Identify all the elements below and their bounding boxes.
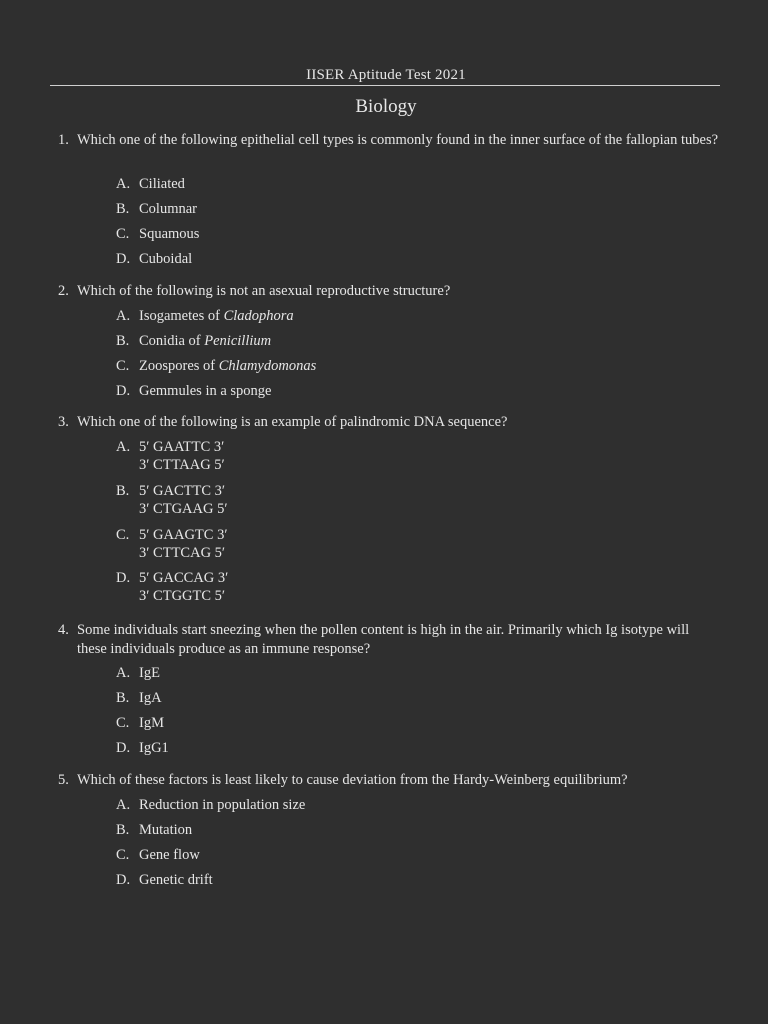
option-label: A.: [116, 176, 131, 192]
option-label: D.: [116, 872, 131, 888]
sequence-bottom-strand: 3′ CTTAAG 5′: [139, 457, 225, 473]
option-label: D.: [116, 570, 131, 586]
question-3-option-b: [116, 482, 676, 518]
question-5-option-a: [116, 796, 676, 814]
question-3-option-a: [116, 438, 676, 474]
question-3-option-c: [116, 526, 676, 562]
sequence-bottom-strand: 3′ CTGAAG 5′: [139, 501, 228, 517]
option-text: Reduction in population size: [139, 797, 306, 813]
question-number: 3.: [58, 414, 69, 430]
option-label: D.: [116, 251, 131, 267]
sequence-top-strand: 5′ GAATTC 3′: [139, 439, 225, 455]
option-text: [139, 307, 676, 325]
sequence-top-strand: 5′ GACTTC 3′: [139, 483, 226, 499]
question-4-option-d: [116, 739, 676, 757]
page-header-title: IISER Aptitude Test 2021: [306, 67, 466, 83]
option-text: IgE: [139, 665, 160, 681]
option-text: Squamous: [139, 226, 200, 242]
question-text: Which of these factors is least likely to cause deviation from the Hardy-Weinberg equilibrium?: [77, 772, 628, 788]
option-label: B.: [116, 822, 130, 838]
option-text: Genetic drift: [139, 872, 213, 888]
question-2-option-c: [116, 357, 676, 375]
question-5: [58, 771, 722, 790]
option-text: [139, 357, 676, 375]
option-text: IgM: [139, 715, 164, 731]
sequence-bottom-strand: 3′ CTGGTC 5′: [139, 588, 226, 604]
option-label: A.: [116, 665, 131, 681]
question-1-option-c: [116, 225, 676, 243]
question-5-option-d: [116, 871, 676, 889]
option-label: A.: [116, 797, 131, 813]
question-text: Some individuals start sneezing when the pollen content is high in the air. Primarily which Ig isotype will these individuals produce as an immune response?: [77, 622, 690, 657]
option-text: [139, 332, 676, 350]
option-label: C.: [116, 226, 130, 242]
option-text: Gemmules in a sponge: [139, 383, 272, 399]
option-text-italic: Penicillium: [204, 333, 272, 349]
option-text: IgG1: [139, 740, 169, 756]
question-1-option-d: [116, 250, 676, 268]
option-label: C.: [116, 527, 130, 543]
option-label: D.: [116, 740, 131, 756]
header-rule: [50, 85, 720, 86]
question-number: 2.: [58, 283, 69, 299]
question-1-option-b: [116, 200, 676, 218]
question-2-option-b: [116, 332, 676, 350]
option-text: IgA: [139, 690, 162, 706]
option-text-plain: Conidia of: [139, 333, 205, 349]
sequence-top-strand: 5′ GACCAG 3′: [139, 570, 229, 586]
option-text: Cuboidal: [139, 251, 193, 267]
question-4-option-a: [116, 664, 676, 682]
option-text: [139, 569, 676, 605]
question-text: Which one of the following epithelial cell types is commonly found in the inner surface of the fallopian tubes?: [77, 132, 719, 148]
option-text: [139, 526, 676, 562]
question-1-option-a: [116, 175, 676, 193]
option-text: Gene flow: [139, 847, 200, 863]
option-text: [139, 482, 676, 518]
option-text-plain: Zoospores of: [139, 358, 219, 374]
question-number: 1.: [58, 132, 69, 148]
option-label: B.: [116, 690, 130, 706]
option-text-italic: Chlamydomonas: [218, 358, 317, 374]
question-4: [58, 621, 722, 659]
question-2-option-a: [116, 307, 676, 325]
question-1: [58, 131, 722, 150]
question-4-option-c: [116, 714, 676, 732]
option-label: A.: [116, 439, 131, 455]
sequence-bottom-strand: 3′ CTTCAG 5′: [139, 545, 226, 561]
option-label: B.: [116, 201, 130, 217]
option-label: C.: [116, 847, 130, 863]
question-5-option-b: [116, 821, 676, 839]
question-3: [58, 413, 722, 432]
sequence-top-strand: 5′ GAAGTC 3′: [139, 527, 228, 543]
question-text: Which of the following is not an asexual reproductive structure?: [77, 283, 451, 299]
question-text: Which one of the following is an example of palindromic DNA sequence?: [77, 414, 508, 430]
question-number: 4.: [58, 622, 69, 638]
option-text: Columnar: [139, 201, 197, 217]
subject-title: Biology: [355, 96, 417, 117]
question-2: [58, 282, 722, 301]
question-3-option-d: [116, 569, 676, 605]
option-label: D.: [116, 383, 131, 399]
question-number: 5.: [58, 772, 69, 788]
question-4-option-b: [116, 689, 676, 707]
option-text-plain: Isogametes of: [139, 308, 224, 324]
option-label: A.: [116, 308, 131, 324]
option-label: C.: [116, 358, 130, 374]
option-text-italic: Cladophora: [223, 308, 294, 324]
option-text: [139, 438, 676, 474]
question-2-option-d: [116, 382, 676, 400]
option-text: Ciliated: [139, 176, 185, 192]
option-label: C.: [116, 715, 130, 731]
question-5-option-c: [116, 846, 676, 864]
option-label: B.: [116, 333, 130, 349]
option-text: Mutation: [139, 822, 193, 838]
option-label: B.: [116, 483, 130, 499]
